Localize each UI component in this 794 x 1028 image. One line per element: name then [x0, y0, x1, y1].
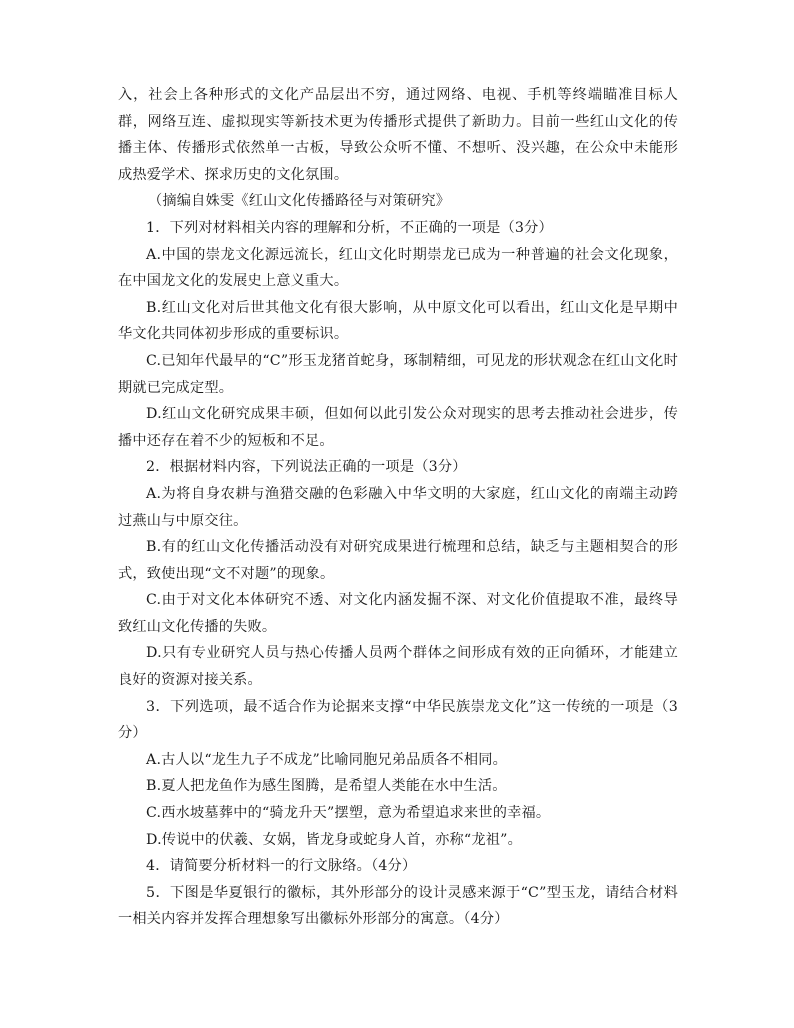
question-1-option-a: A.中国的崇龙文化源远流长，红山文化时期崇龙已成为一种普遍的社会文化现象，在中国龙文化的发展史上意义重大。 — [118, 246, 678, 290]
question-1-option-c: C.已知年代最早的“C”形玉龙猪首蛇身，琢制精细，可见龙的形状观念在红山文化时期就已完成定型。 — [118, 352, 678, 396]
question-3-option-b: B.夏人把龙鱼作为感生图腾，是希望人类能在水中生活。 — [146, 778, 507, 795]
material-continuation: 入，社会上各种形式的文化产品层出不穷，通过网络、电视、手机等终端瞄准目标人群，网络互连、虚拟现实等新技术更为传播形式提供了新助力。目前一些红山文化的传播主体、传播形式依然单一古板，导致公众听不懂、不想听、没兴趣，在公众中未能形成热爱学术、探求历史的文化氛围。 — [118, 87, 678, 183]
question-4-stem: 4．请简要分析材料一的行文脉络。（4分） — [146, 858, 417, 875]
question-1-stem: 1．下列对材料相关内容的理解和分析，不正确的一项是（3分） — [146, 219, 553, 236]
question-2-option-d: D.只有专业研究人员与热心传播人员两个群体之间形成有效的正向循环，才能建立良好的资源对接关系。 — [118, 645, 678, 689]
question-3-option-d: D.传说中的伏羲、女娲，皆龙身或蛇身人首，亦称“龙祖”。 — [146, 831, 522, 848]
question-2-option-a: A.为将自身农耕与渔猎交融的色彩融入中华文明的大家庭，红山文化的南端主动跨过燕山与中原交往。 — [118, 485, 678, 529]
question-1-option-d: D.红山文化研究成果丰硕，但如何以此引发公众对现实的思考去推动社会进步，传播中还存在着不少的短板和不足。 — [118, 406, 678, 449]
material-source: （摘编自姝雯《红山文化传播路径与对策研究》 — [148, 193, 451, 210]
question-2-option-b: B.有的红山文化传播活动没有对研究成果进行梳理和总结，缺乏与主题相契合的形式，致使出现“文不对题”的现象。 — [118, 539, 678, 582]
question-1-option-b: B.红山文化对后世其他文化有很大影响，从中原文化可以看出，红山文化是早期中华文化共同体初步形成的重要标识。 — [118, 299, 678, 343]
question-5-stem: 5．下图是华夏银行的徽标，其外形部分的设计灵感来源于“C”型玉龙，请结合材料一相关内容并发挥合理想象写出徽标外形部分的寓意。（4分） — [118, 884, 678, 928]
question-2-stem: 2．根据材料内容，下列说法正确的一项是（3分） — [146, 459, 467, 476]
question-3-option-c: C.西水坡墓葬中的“骑龙升天”摆塑，意为希望追求来世的幸福。 — [146, 805, 551, 822]
question-3-option-a: A.古人以“龙生九子不成龙”比喻同胞兄弟品质各不相同。 — [146, 751, 507, 768]
question-2-option-c: C.由于对文化本体研究不透、对文化内涵发掘不深、对文化价值提取不准，最终导致红山文化传播的失败。 — [118, 592, 678, 635]
exam-page — [118, 82, 678, 933]
question-3-stem: 3．下列选项，最不适合作为论据来支撑“中华民族崇龙文化”这一传统的一项是（3分） — [118, 698, 678, 742]
